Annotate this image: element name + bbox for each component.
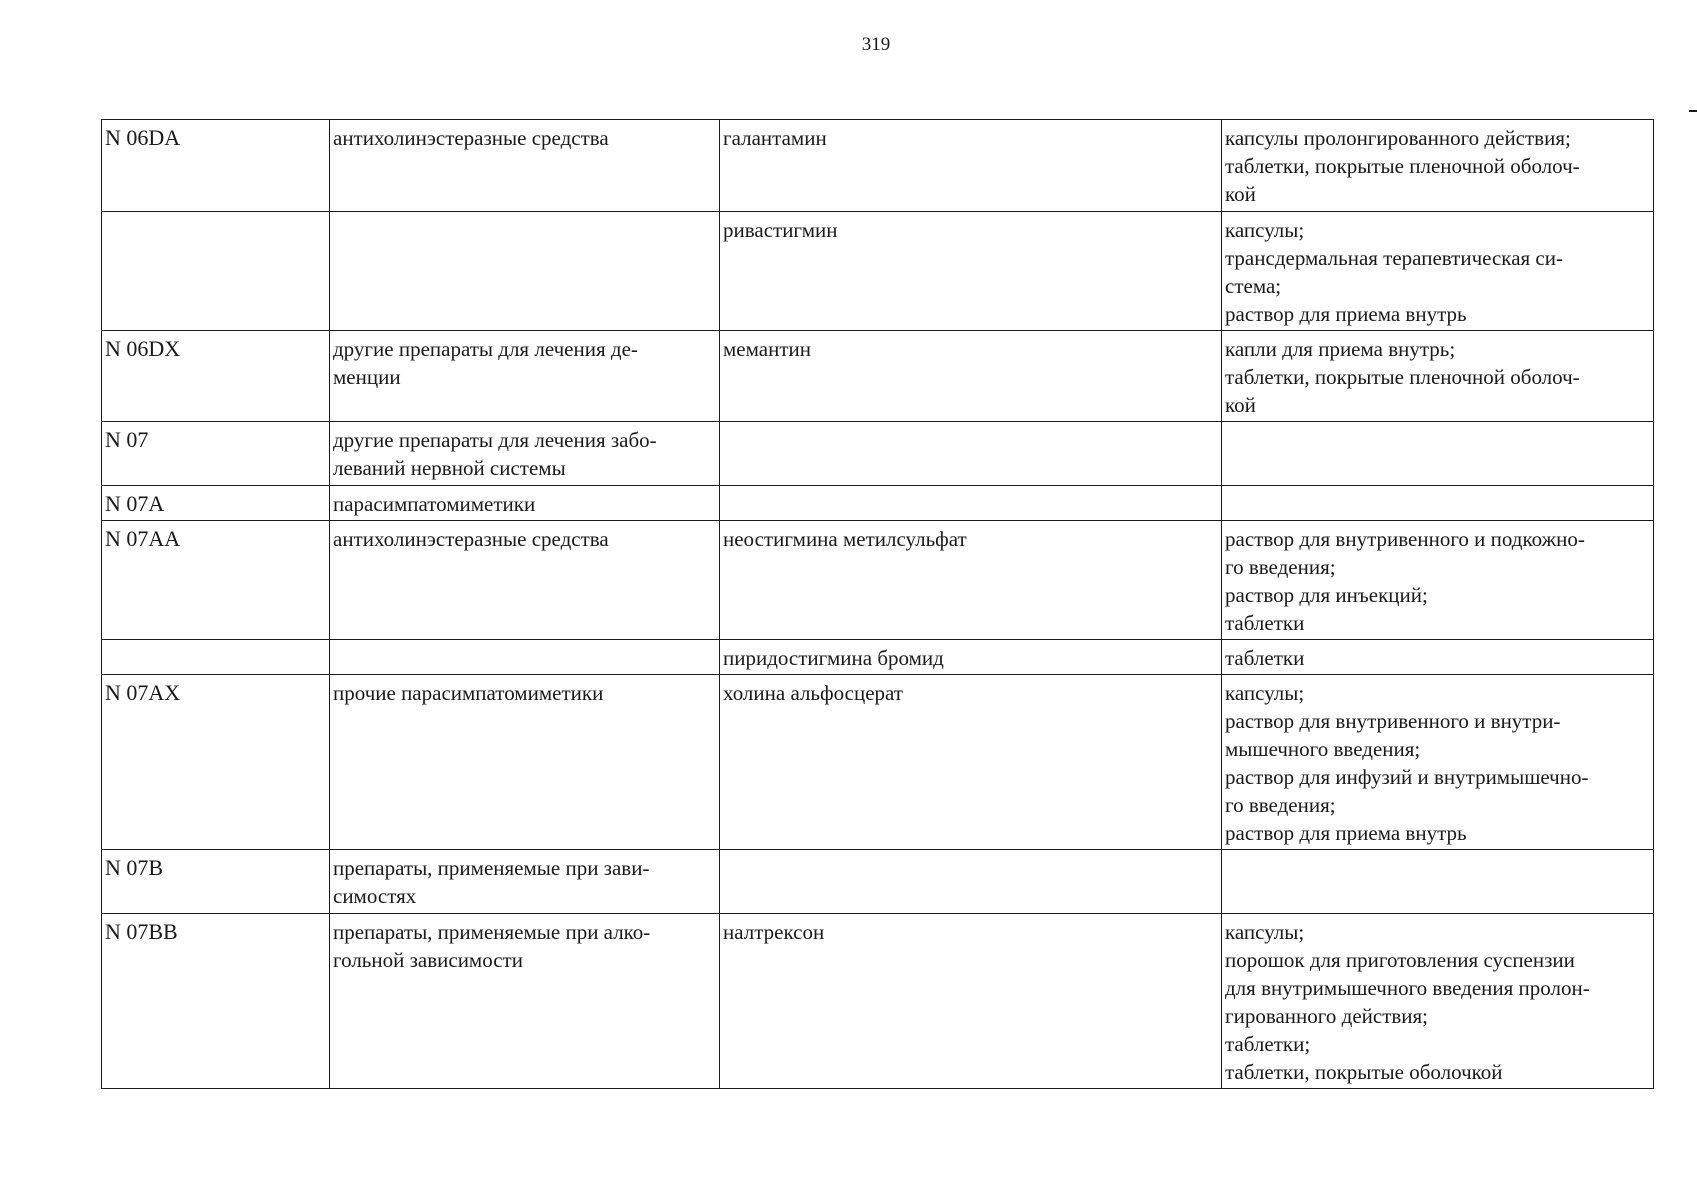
anatomical-group-cell: антихолинэстеразные средства bbox=[330, 120, 720, 212]
anatomical-group-cell bbox=[330, 212, 720, 331]
table-row bbox=[102, 331, 1654, 422]
dosage-forms-cell bbox=[1222, 640, 1654, 675]
atc-code-cell: N 07A bbox=[102, 486, 330, 521]
dosage-form-line: таблетки; bbox=[1225, 1032, 1311, 1056]
dosage-form-line: для внутримышечного введения пролон- bbox=[1225, 976, 1590, 1000]
table-row bbox=[102, 486, 1654, 521]
dosage-form-line: кой bbox=[1225, 182, 1256, 206]
table-row bbox=[102, 640, 1654, 675]
table-row bbox=[102, 521, 1654, 640]
drug-table bbox=[101, 119, 1654, 1089]
dosage-form-line: таблетки, покрытые оболочкой bbox=[1225, 1060, 1503, 1084]
table-row bbox=[102, 120, 1654, 212]
atc-code-cell: N 06DX bbox=[102, 331, 330, 422]
dosage-form-line: кой bbox=[1225, 393, 1256, 417]
atc-code-cell: N 07BB bbox=[102, 914, 330, 1089]
anatomical-group-cell: антихолинэстеразные средства bbox=[330, 521, 720, 640]
dosage-forms-cell bbox=[1222, 422, 1654, 486]
dosage-form-line: капсулы; bbox=[1225, 681, 1305, 705]
table-row bbox=[102, 914, 1654, 1089]
anatomical-group-cell bbox=[330, 640, 720, 675]
drug-name-cell: галантамин bbox=[720, 120, 1222, 212]
dosage-forms-cell bbox=[1222, 212, 1654, 331]
anatomical-group-cell: парасимпатомиметики bbox=[330, 486, 720, 521]
dosage-form-line: гированного действия; bbox=[1225, 1004, 1429, 1028]
atc-code-cell: N 07AA bbox=[102, 521, 330, 640]
dosage-form-line: капли для приема внутрь; bbox=[1225, 337, 1456, 361]
table-row bbox=[102, 850, 1654, 914]
drug-name-cell: ривастигмин bbox=[720, 212, 1222, 331]
dosage-form-line: трансдермальная терапевтическая си- bbox=[1225, 246, 1563, 270]
dosage-form-line: раствор для инъекций; bbox=[1225, 583, 1428, 607]
dosage-forms-cell bbox=[1222, 521, 1654, 640]
anatomical-group-cell: препараты, применяемые при зави- симостях bbox=[330, 850, 720, 914]
drug-name-cell: холина альфосцерат bbox=[720, 675, 1222, 850]
atc-code-cell: N 07B bbox=[102, 850, 330, 914]
dosage-form-line: порошок для приготовления суспензии bbox=[1225, 948, 1575, 972]
drug-name-cell: пиридостигмина бромид bbox=[720, 640, 1222, 675]
table-row bbox=[102, 422, 1654, 486]
atc-code-cell: N 06DA bbox=[102, 120, 330, 212]
atc-code-cell bbox=[102, 212, 330, 331]
anatomical-group-cell: другие препараты для лечения забо- леваний нервной системы bbox=[330, 422, 720, 486]
atc-code-cell: N 07 bbox=[102, 422, 330, 486]
dosage-form-line: раствор для внутривенного и подкожно- bbox=[1225, 527, 1585, 551]
dosage-form-line: го введения; bbox=[1225, 793, 1336, 817]
dosage-form-line: таблетки, покрытые пленочной оболоч- bbox=[1225, 365, 1580, 389]
dosage-form-line: капсулы пролонгированного действия; bbox=[1225, 126, 1571, 150]
atc-code-cell: N 07AX bbox=[102, 675, 330, 850]
dosage-forms-cell bbox=[1222, 850, 1654, 914]
page-number: 319 bbox=[861, 34, 891, 55]
dosage-form-line: го введения; bbox=[1225, 555, 1336, 579]
dosage-form-line: капсулы; bbox=[1225, 218, 1305, 242]
anatomical-group-cell: прочие парасимпатомиметики bbox=[330, 675, 720, 850]
drug-name-cell bbox=[720, 422, 1222, 486]
dosage-form-line: раствор для инфузий и внутримышечно- bbox=[1225, 765, 1589, 789]
dosage-forms-cell bbox=[1222, 914, 1654, 1089]
table-row bbox=[102, 675, 1654, 850]
anatomical-group-cell: препараты, применяемые при алко- гольной зависимости bbox=[330, 914, 720, 1089]
dosage-form-line: мышечного введения; bbox=[1225, 737, 1421, 761]
dosage-form-line: таблетки bbox=[1225, 611, 1305, 635]
dosage-forms-cell bbox=[1222, 331, 1654, 422]
anatomical-group-cell: другие препараты для лечения де- менции bbox=[330, 331, 720, 422]
dosage-form-line: капсулы; bbox=[1225, 920, 1305, 944]
dosage-forms-cell bbox=[1222, 120, 1654, 212]
dosage-forms-cell bbox=[1222, 675, 1654, 850]
drug-name-cell: налтрексон bbox=[720, 914, 1222, 1089]
edge-mark bbox=[1689, 110, 1697, 112]
dosage-forms-cell bbox=[1222, 486, 1654, 521]
table-row bbox=[102, 212, 1654, 331]
dosage-form-line: раствор для приема внутрь bbox=[1225, 821, 1467, 845]
drug-name-cell bbox=[720, 850, 1222, 914]
dosage-form-line: стема; bbox=[1225, 274, 1282, 298]
drug-name-cell: неостигмина метилсульфат bbox=[720, 521, 1222, 640]
dosage-form-line: раствор для внутривенного и внутри- bbox=[1225, 709, 1561, 733]
drug-name-cell bbox=[720, 486, 1222, 521]
dosage-form-line: раствор для приема внутрь bbox=[1225, 302, 1467, 326]
atc-code-cell bbox=[102, 640, 330, 675]
table-body bbox=[102, 120, 1654, 1089]
drug-name-cell: мемантин bbox=[720, 331, 1222, 422]
dosage-form-line: таблетки, покрытые пленочной оболоч- bbox=[1225, 154, 1580, 178]
dosage-form-line: таблетки bbox=[1225, 646, 1305, 670]
